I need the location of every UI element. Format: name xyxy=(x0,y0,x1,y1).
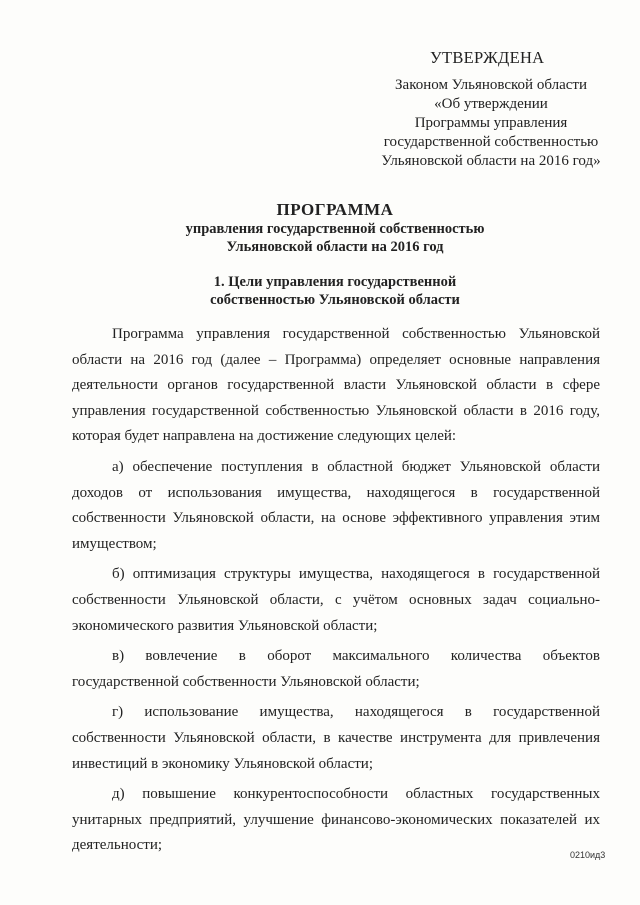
program-title: ПРОГРАММА xyxy=(276,200,394,219)
paragraph-item-v: в) вовлечение в оборот максимального количества объектов государственной собственности Ульяновской области; xyxy=(72,648,600,690)
paragraph-item-a: а) обеспечение поступления в областной бюджет Ульяновской области доходов от использования имущества, находящегося в государственной собственности Ульяновской области, на основе эффективного управления этим имуществом; xyxy=(72,458,600,552)
program-subtitle-line: Ульяновской области на 2016 год xyxy=(226,239,444,255)
paragraph-item-g: г) использование имущества, находящегося в государственной собственности Ульяновской области, в качестве инструмента для привлечения инвестиций в экономику Ульяновской области; xyxy=(72,704,600,772)
program-subtitle-line: управления государственной собственностью xyxy=(185,221,485,237)
approval-line: Законом Ульяновской области xyxy=(395,77,587,93)
paragraph-intro: Программа управления государственной собственностью Ульяновской области на 2016 год (далее – Программа) определяет основные направления деятельности органов государственной власти Ульяновской области в сфере управления государственной собственностью Ульяновской области в 2016 году, которая будет направлена на достижение следующих целей: xyxy=(72,326,600,445)
document-code: 0210ид3 xyxy=(570,850,606,860)
approval-line: Программы управления xyxy=(414,115,568,131)
paragraph-item-d: д) повышение конкурентоспособности областных государственных унитарных предприятий, улучшение финансово-экономических показателей их деятельности; xyxy=(72,786,600,854)
approval-title: УТВЕРЖДЕНА xyxy=(430,48,545,67)
approval-lines xyxy=(356,76,626,171)
paragraph-item-b: б) оптимизация структуры имущества, находящегося в государственной собственности Ульяновской области, с учётом основных задач социально-экономического развития Ульяновской области; xyxy=(72,566,600,634)
section-body xyxy=(72,322,600,864)
program-subtitle xyxy=(0,220,640,256)
section-heading xyxy=(0,273,640,309)
approval-line: государственной собственностью xyxy=(383,134,599,150)
section-heading-line: собственностью Ульяновской области xyxy=(210,292,460,308)
approval-line: Ульяновской области на 2016 год» xyxy=(381,153,601,169)
approval-line: «Об утверждении xyxy=(434,96,548,112)
section-heading-line: 1. Цели управления государственной xyxy=(213,274,457,290)
